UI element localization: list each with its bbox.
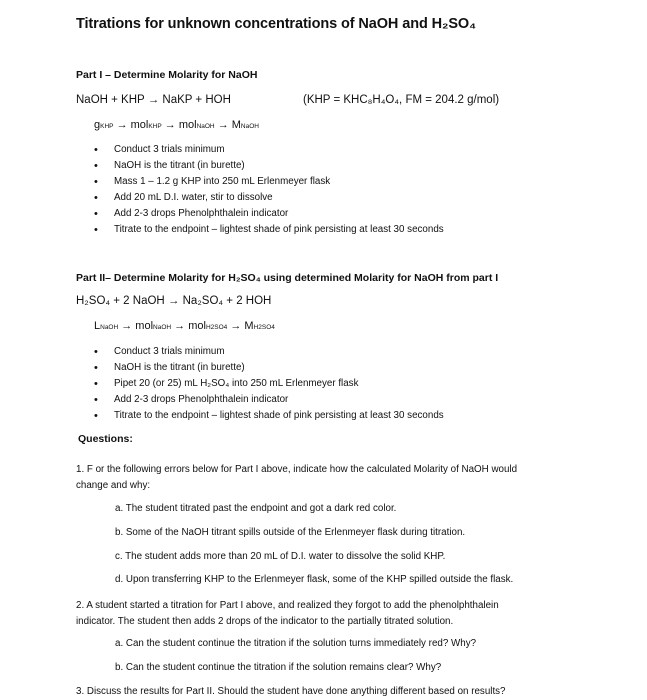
question-3: 3. Discuss the results for Part II. Should the student have done anything different based on results? — [76, 686, 506, 697]
list-item: • Add 2-3 drops Phenolphthalein indicator — [94, 392, 444, 408]
question-2b: b. Can the student continue the titration if the solution remains clear? Why? — [115, 662, 442, 673]
part2-equation: H₂SO₄ + 2 NaOH → Na₂SO₄ + 2 HOH — [76, 295, 272, 307]
list-item: • Conduct 3 trials minimum — [94, 344, 444, 360]
conv-sub: KHP — [100, 123, 114, 130]
part2-bullet-list — [94, 344, 444, 424]
conv-step: L — [94, 320, 101, 332]
question-2a: a. Can the student continue the titration if the solution turns immediately red? Why? — [115, 638, 477, 649]
list-item: • Add 2-3 drops Phenolphthalein indicator — [94, 206, 444, 222]
part2-conversion — [94, 320, 275, 332]
part1-bullet-list — [94, 142, 444, 238]
conv-sub: NaOH — [240, 123, 259, 130]
question-2-line2: indicator. The student then adds 2 drops of the indicator to the partially titrated solution. — [76, 615, 454, 627]
question-1d: d. Upon transferring KHP to the Erlenmeyer flask, some of the KHP spilled outside the flask. — [115, 574, 514, 585]
conv-step: → mol — [164, 119, 197, 131]
conv-sub: NaOH — [153, 324, 172, 331]
part1-conversion — [94, 119, 259, 131]
list-item: • NaOH is the titrant (in burette) — [94, 158, 444, 174]
list-item: • Pipet 20 (or 25) mL H₂SO₄ into 250 mL Erlenmeyer flask — [94, 376, 444, 392]
question-1-line2: change and why: — [76, 479, 151, 491]
conv-step: → mol — [116, 119, 149, 131]
question-2-line1: 2. A student started a titration for Part I above, and realized they forgot to add the phenolphthalein — [76, 600, 499, 611]
conv-step: g — [94, 119, 101, 131]
list-item: • Conduct 3 trials minimum — [94, 142, 444, 158]
question-1 — [76, 462, 517, 493]
conv-sub: H2SO4 — [205, 324, 228, 331]
conv-step: → mol — [121, 320, 154, 332]
conv-step: → M — [217, 119, 241, 131]
question-2 — [76, 598, 499, 629]
list-item: • Titrate to the endpoint – lightest shade of pink persisting at least 30 seconds — [94, 408, 444, 424]
conv-step: → M — [230, 320, 254, 332]
question-1c: c. The student adds more than 20 mL of D.I. water to dissolve the solid KHP. — [115, 551, 446, 562]
conv-sub: KHP — [148, 123, 162, 130]
question-1a: a. The student titrated past the endpoint and got a dark red color. — [115, 503, 397, 514]
part1-note: (KHP = KHC₈H₄O₄, FM = 204.2 g/mol) — [303, 94, 500, 106]
question-1-line1: 1. F or the following errors below for Part I above, indicate how the calculated Molarity of NaOH would — [76, 464, 518, 475]
part2-heading: Part II– Determine Molarity for H₂SO₄ using determined Molarity for NaOH from part I — [76, 272, 499, 284]
conv-step: → mol — [174, 320, 206, 332]
conv-sub: H2SO4 — [253, 324, 275, 331]
list-item: • Add 20 mL D.I. water, stir to dissolve — [94, 190, 444, 206]
part1-heading: Part I – Determine Molarity for NaOH — [76, 69, 258, 81]
conv-sub: NaOH — [100, 324, 119, 331]
question-1b: b. Some of the NaOH titrant spills outside of the Erlenmeyer flask during titration. — [115, 527, 466, 538]
conv-sub: NaOH — [196, 123, 215, 130]
list-item: • Titrate to the endpoint – lightest shade of pink persisting at least 30 seconds — [94, 222, 444, 238]
questions-heading: Questions: — [78, 433, 133, 445]
part1-equation: NaOH + KHP → NaKP + HOH — [76, 94, 231, 106]
list-item: • Mass 1 – 1.2 g KHP into 250 mL Erlenmeyer flask — [94, 174, 444, 190]
list-item: • NaOH is the titrant (in burette) — [94, 360, 444, 376]
page-title: Titrations for unknown concentrations of NaOH and H₂SO₄ — [76, 16, 476, 32]
